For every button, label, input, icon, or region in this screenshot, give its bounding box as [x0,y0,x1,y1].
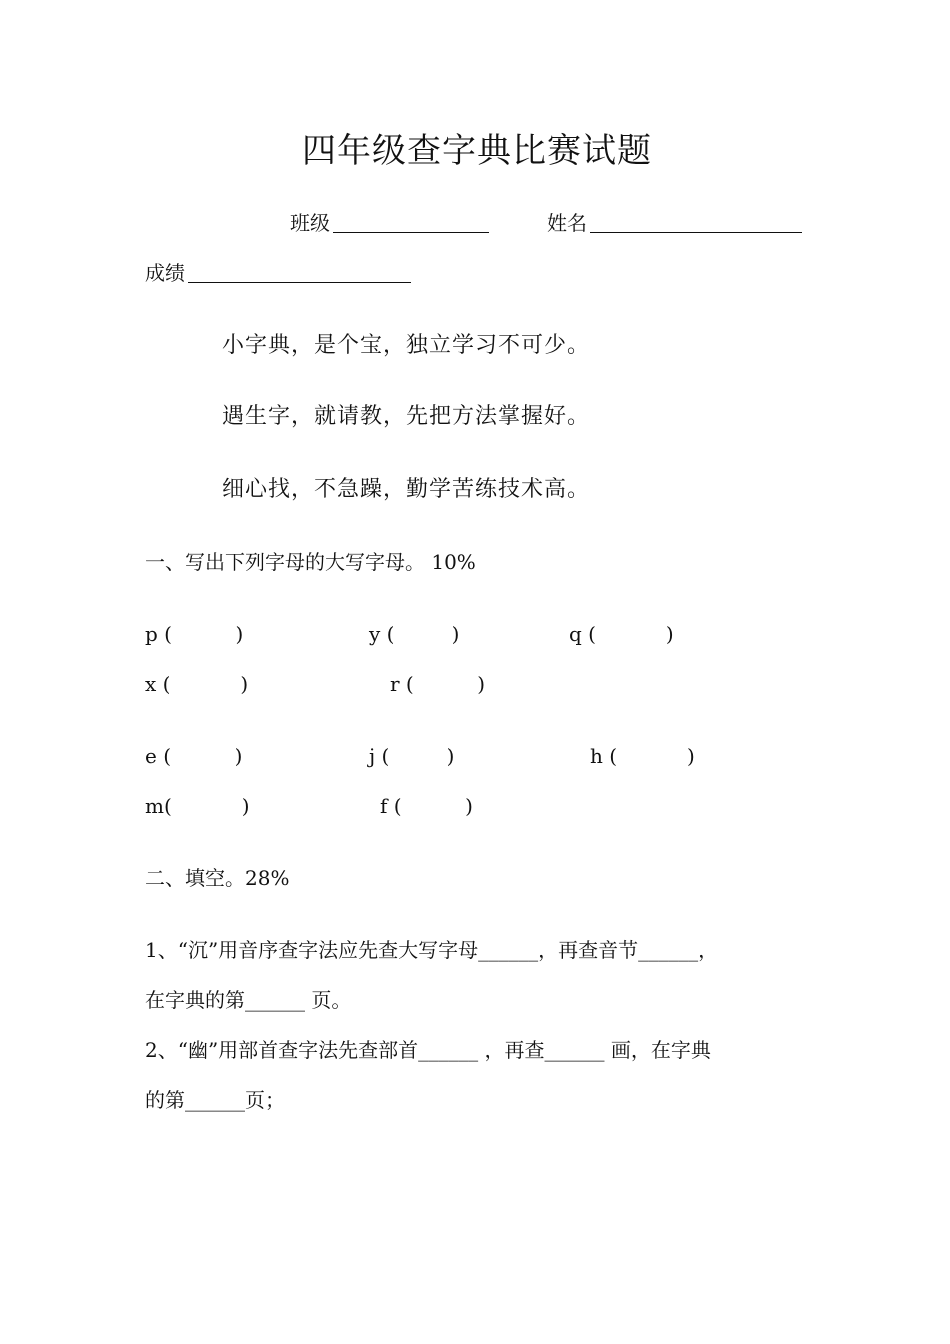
section2-heading: 二、填空。28% [145,866,290,890]
question-2-line-2: 的第______页； [145,1088,285,1112]
letter-item-y[interactable]: y ( ) [369,622,460,646]
letter-item-f[interactable]: f ( ) [380,794,473,818]
class-blank[interactable] [333,232,489,233]
letter-item-h[interactable]: h ( ) [590,744,695,768]
score-blank[interactable] [188,282,411,283]
name-blank[interactable] [590,232,802,233]
class-label: 班级 [290,211,330,235]
letter-item-j[interactable]: j ( ) [369,744,455,768]
section1-heading: 一、写出下列字母的大写字母。 10% [145,550,476,574]
question-1-line-1: 1、“沉”用音序查字法应先查大写字母______，再查音节______， [145,938,719,962]
score-label: 成绩 [145,261,185,285]
letter-item-m[interactable]: m( ) [145,794,250,818]
letter-item-r[interactable]: r ( ) [390,672,486,696]
letter-item-e[interactable]: e ( ) [145,744,243,768]
poem-line: 遇生字，就请教，先把方法掌握好。 [222,404,591,429]
letter-item-q[interactable]: q ( ) [569,622,674,646]
poem-line: 小字典，是个宝，独立学习不可少。 [222,333,591,358]
question-1-line-2: 在字典的第______ 页。 [145,988,352,1012]
poem-line: 细心找，不急躁，勤学苦练技术高。 [222,477,591,502]
question-2-line-1: 2、“幽”用部首查字法先查部首______ ，再查______ 画，在字典 [145,1038,711,1062]
letter-item-p[interactable]: p ( ) [145,622,244,646]
letter-item-x[interactable]: x ( ) [145,672,249,696]
page-title: 四年级查字典比赛试题 [302,131,652,171]
name-label: 姓名 [547,211,587,235]
